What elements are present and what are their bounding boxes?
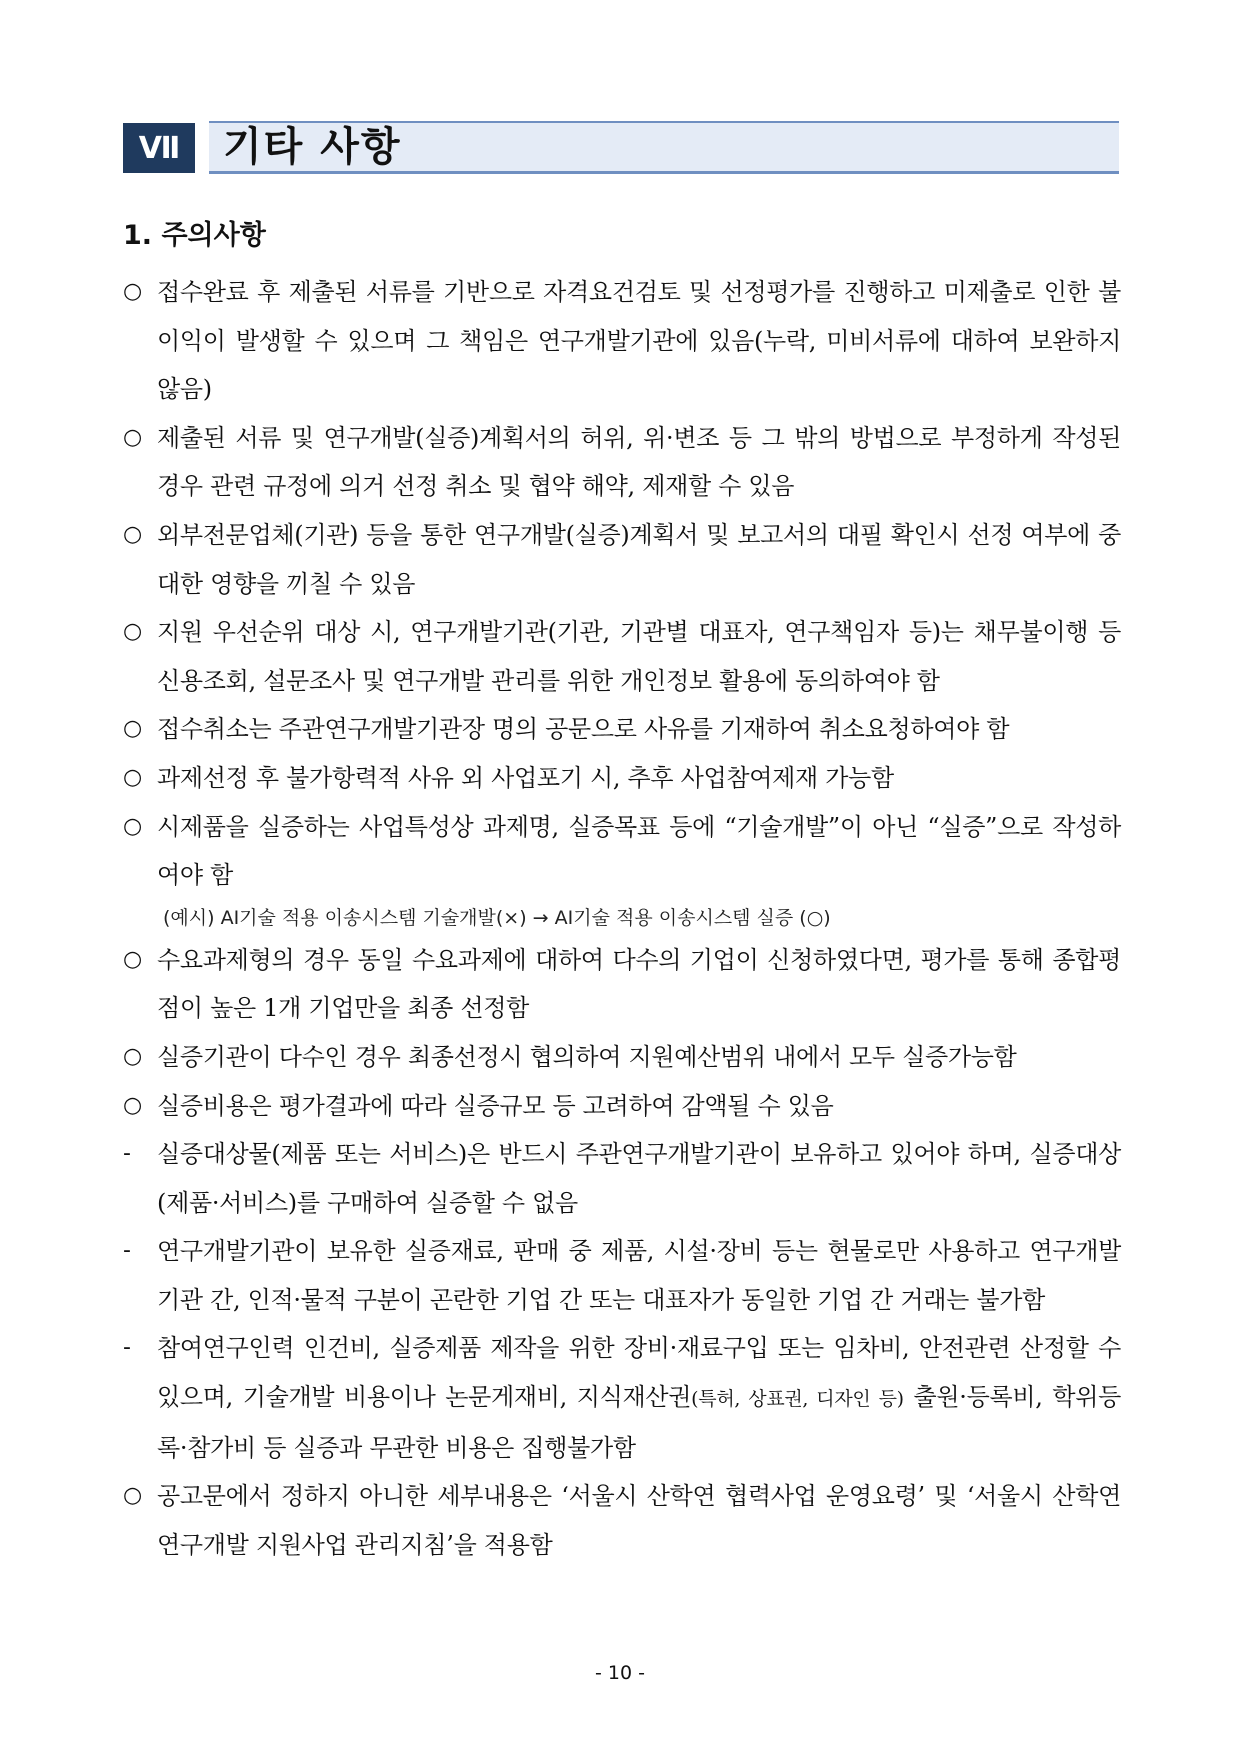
example-note: (예시) AI기술 적용 이송시스템 기술개발(×) → AI기술 적용 이송시스템 실증 (○) <box>163 906 831 929</box>
item-text: 지원 우선순위 대상 시, 연구개발기관(기관, 기관별 대표자, 연구책임자 등)는 채무불이행 등 신용조회, 설문조사 및 연구개발 관리를 위한 개인정보 활용에 동의하여야 함 <box>157 618 1121 695</box>
item-text: 과제선정 후 불가항력적 사유 외 사업포기 시, 추후 사업참여제재 가능함 <box>157 763 894 792</box>
bullet-circle: ○ <box>123 424 142 450</box>
item-text: 공고문에서 정하지 아니한 세부내용은 ‘서울시 산학연 협력사업 운영요령’ 및 ‘서울시 산학연 연구개발 지원사업 관리지침’을 적용함 <box>157 1482 1121 1559</box>
bullet-dash: - <box>123 1141 131 1167</box>
bullet-dash: - <box>123 1335 131 1361</box>
list-item <box>123 705 1121 754</box>
list-item <box>123 803 1121 900</box>
bullet-circle: ○ <box>123 813 142 839</box>
bullet-circle: ○ <box>123 946 142 972</box>
bullet-circle: ○ <box>123 1483 142 1509</box>
list-item <box>123 414 1121 511</box>
list-item <box>123 1082 1121 1131</box>
item-text: 연구개발기관이 보유한 실증재료, 판매 중 제품, 시설·장비 등는 현물로만 사용하고 연구개발기관 간, 인적·물적 구분이 곤란한 기업 간 또는 대표자가 동일한 기업 간 거래는 불가함 <box>157 1237 1121 1314</box>
bullet-circle: ○ <box>123 279 142 304</box>
chapter-header <box>123 121 1119 173</box>
list-item <box>123 1472 1121 1569</box>
item-text: 외부전문업체(기관) 등을 통한 연구개발(실증)계획서 및 보고서의 대필 확인시 선정 여부에 중대한 영향을 끼칠 수 있음 <box>157 520 1121 598</box>
list-item <box>123 754 1121 803</box>
section-title: 1. 주의사항 <box>123 220 266 251</box>
notice-list <box>123 268 1121 1569</box>
item-text: 출원·등록비, 학위등록·참가비 등 실증과 무관한 비용은 집행불가함 <box>157 1383 1121 1462</box>
bullet-circle: ○ <box>123 1043 142 1069</box>
page-number: - 10 - <box>595 1662 645 1684</box>
list-item <box>123 608 1121 705</box>
chapter-number-badge: Ⅶ <box>123 123 195 173</box>
item-text: 실증비용은 평가결과에 따라 실증규모 등 고려하여 감액될 수 있음 <box>157 1091 834 1120</box>
chapter-title-box <box>209 121 1119 174</box>
item-text: 시제품을 실증하는 사업특성상 과제명, 실증목표 등에 “기술개발”이 아닌 “실증”으로 작성하여야 함 <box>157 812 1121 890</box>
item-text: 참여연구인력 인건비, 실증제품 제작을 위한 장비·재료구입 또는 임차비, 안전관련 산정할 수 있으며, 기술개발 비용이나 논문게재비, 지식재산권 <box>157 1334 1121 1412</box>
list-item <box>123 268 1121 414</box>
item-text: 수요과제형의 경우 동일 수요과제에 대하여 다수의 기업이 신청하였다면, 평가를 통해 종합평점이 높은 1개 기업만을 최종 선정함 <box>157 945 1121 1023</box>
list-item <box>123 1033 1121 1082</box>
item-text-small: (특허, 상표권, 디자인 등) <box>691 1388 904 1411</box>
item-text: 접수완료 후 제출된 서류를 기반으로 자격요건검토 및 선정평가를 진행하고 미제출로 인한 불이익이 발생할 수 있으며 그 책임은 연구개발기관에 있음(누락, 미비서류에 대하여 보완하지 않음) <box>157 278 1121 404</box>
bullet-circle: ○ <box>123 716 142 742</box>
item-text: 실증대상물(제품 또는 서비스)은 반드시 주관연구개발기관이 보유하고 있어야 하며, 실증대상(제품·서비스)를 구매하여 실증할 수 없음 <box>157 1140 1121 1217</box>
bullet-dash: - <box>123 1238 131 1264</box>
sub-list-item <box>123 1130 1121 1227</box>
list-item <box>123 511 1121 608</box>
bullet-circle: ○ <box>123 764 142 790</box>
list-item <box>123 936 1121 1033</box>
chapter-title: 기타 사항 <box>223 124 402 170</box>
sub-list-item <box>123 1227 1121 1324</box>
item-text: 접수취소는 주관연구개발기관장 명의 공문으로 사유를 기재하여 취소요청하여야 함 <box>157 715 1010 744</box>
bullet-circle: ○ <box>123 619 142 645</box>
item-text: 제출된 서류 및 연구개발(실증)계획서의 허위, 위·변조 등 그 밖의 방법으로 부정하게 작성된 경우 관련 규정에 의거 선정 취소 및 협약 해약, 제재할 수 있음 <box>157 423 1121 501</box>
item-text: 실증기관이 다수인 경우 최종선정시 협의하여 지원예산범위 내에서 모두 실증가능함 <box>157 1042 1017 1071</box>
bullet-circle: ○ <box>123 521 142 547</box>
bullet-circle: ○ <box>123 1092 142 1118</box>
sub-list-item <box>123 1324 1121 1472</box>
